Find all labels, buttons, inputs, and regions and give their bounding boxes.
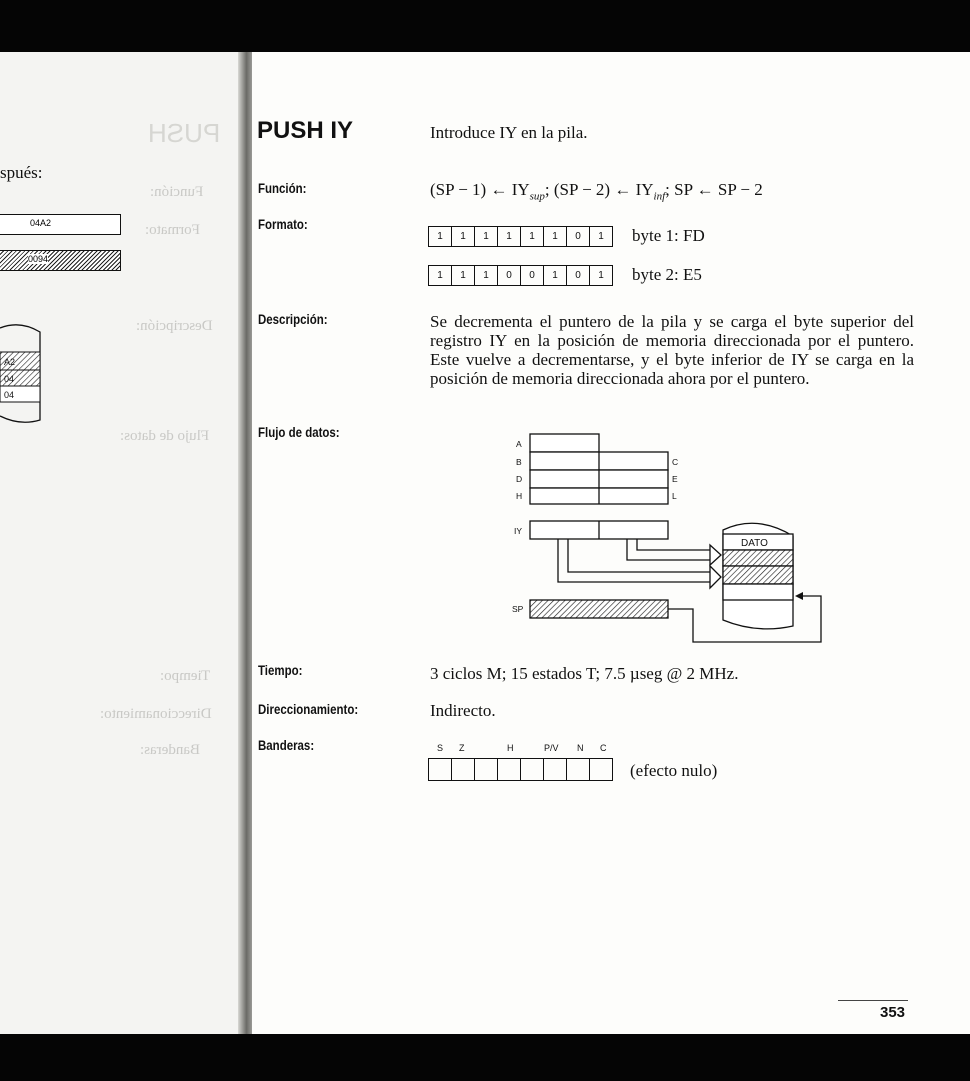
byte-1-bit: 1 — [498, 227, 521, 246]
byte-2-bit: 1 — [598, 270, 604, 281]
ghost-text-formato: Formato: — [145, 222, 200, 238]
funcion-part-3: ; SP ← SP − 2 — [665, 180, 763, 199]
register-a — [530, 434, 599, 452]
iy-label: IY — [514, 526, 523, 536]
flag-c-label: C — [600, 743, 607, 753]
flag-names — [428, 743, 614, 757]
ghost-text-flujo: Flujo de datos: — [120, 428, 210, 444]
ghost-text-tiempo: Tiempo: — [160, 668, 211, 684]
memory-cell-iy-low — [723, 550, 793, 566]
flag-cell — [498, 759, 521, 780]
memory-cell-empty — [723, 584, 793, 600]
left-box-1 — [0, 214, 121, 235]
byte-2-bits — [428, 265, 613, 286]
ghost-text-direccionamiento: Direccionamiento: — [100, 706, 212, 722]
flag-cell — [475, 759, 498, 780]
memory-cell-iy-high — [723, 566, 793, 584]
left-box-2-text: 0094 — [28, 254, 49, 264]
byte-1-bit: 0 — [567, 227, 590, 246]
sp-label: SP — [512, 604, 524, 614]
flag-cell — [429, 759, 452, 780]
byte-1-bits — [428, 226, 613, 247]
byte-1-bit: 1 — [429, 227, 452, 246]
flag-h-label: H — [507, 743, 514, 753]
left-stack-diagram — [0, 320, 60, 430]
flag-pv-label: P/V — [544, 743, 559, 753]
byte-2-bit: 0 — [521, 266, 544, 285]
ghost-text-funcion: Función: — [150, 184, 204, 200]
left-stack-cell-3: 04 — [4, 390, 15, 400]
flag-cell — [590, 759, 612, 780]
byte-1-bit: 1 — [521, 227, 544, 246]
byte-2-bit: 0 — [567, 266, 590, 285]
byte-1-bit: 1 — [544, 227, 567, 246]
instruction-title: PUSH IY — [257, 117, 354, 144]
funcion-formula — [430, 180, 763, 202]
label-flujo: Flujo de datos: — [258, 424, 340, 440]
label-funcion: Función: — [258, 180, 307, 196]
funcion-part-1: (SP − 1) ← IY — [430, 180, 530, 199]
label-tiempo: Tiempo: — [258, 662, 303, 678]
memory-label: DATO — [741, 538, 768, 549]
page-number: 353 — [880, 1004, 906, 1021]
label-direccionamiento: Direccionamiento: — [258, 701, 359, 717]
instruction-summary: Introduce IY en la pila. — [430, 123, 588, 142]
timing-value: 3 ciclos M; 15 estados T; 7.5 µseg @ 2 MHz. — [430, 664, 739, 683]
funcion-sub-2: inf — [653, 190, 666, 203]
ghost-text-title: PUSH — [148, 118, 221, 148]
reg-label-l: L — [672, 491, 677, 501]
left-page — [0, 52, 246, 1034]
reg-label-c: C — [672, 457, 679, 467]
byte-2-bit: 0 — [498, 266, 521, 285]
flags-register — [428, 758, 613, 781]
left-stack-cell-1: A2 — [4, 357, 16, 367]
reg-label-a: A — [516, 439, 522, 449]
data-flow-diagram — [505, 428, 835, 648]
left-page-text: spués: — [0, 163, 43, 182]
ghost-text-descripcion: Descripción: — [136, 318, 213, 334]
reg-label-e: E — [672, 474, 678, 484]
reg-label-h: H — [516, 491, 523, 501]
ghost-text-banderas: Banderas: — [140, 742, 200, 758]
byte-2-bit: 1 — [475, 266, 498, 285]
byte-1-bit: 1 — [475, 227, 498, 246]
flag-z-label: Z — [459, 743, 465, 753]
byte-2-bit: 1 — [452, 266, 475, 285]
label-descripcion: Descripción: — [258, 311, 328, 327]
label-banderas: Banderas: — [258, 737, 315, 753]
byte-2-label: byte 2: E5 — [632, 265, 702, 284]
flag-cell — [567, 759, 590, 780]
byte-1-label: byte 1: FD — [632, 226, 705, 245]
left-stack-cell-2: 04 — [4, 374, 15, 384]
label-formato: Formato: — [258, 216, 308, 232]
flags-note: (efecto nulo) — [630, 761, 718, 780]
register-sp — [530, 600, 668, 618]
byte-1-bit: 1 — [452, 227, 475, 246]
byte-2-bit: 1 — [544, 266, 567, 285]
byte-1-bit: 1 — [598, 231, 604, 242]
book-gutter — [238, 52, 252, 1034]
flag-cell — [452, 759, 475, 780]
left-box-2 — [0, 250, 121, 271]
funcion-part-2: ; (SP − 2) ← IY — [544, 180, 654, 199]
funcion-sub-1: sup — [529, 190, 545, 203]
page-number-rule — [838, 1000, 908, 1001]
reg-label-b: B — [516, 457, 522, 467]
addressing-value: Indirecto. — [430, 701, 496, 720]
flag-s-label: S — [437, 743, 444, 753]
byte-2-bit: 1 — [429, 266, 452, 285]
left-box-1-text: 04A2 — [30, 218, 52, 228]
description-paragraph: Se decrementa el puntero de la pila y se carga el byte superior del registro IY en la posición de memoria direccionada por el puntero. Este vuelve a decrementarse, y el byte inferior de IY se carga en la posición de memoria direccionada ahora por el puntero. — [430, 312, 914, 388]
flag-cell — [544, 759, 567, 780]
reg-label-d: D — [516, 474, 523, 484]
flag-cell — [521, 759, 544, 780]
flag-n-label: N — [577, 743, 584, 753]
